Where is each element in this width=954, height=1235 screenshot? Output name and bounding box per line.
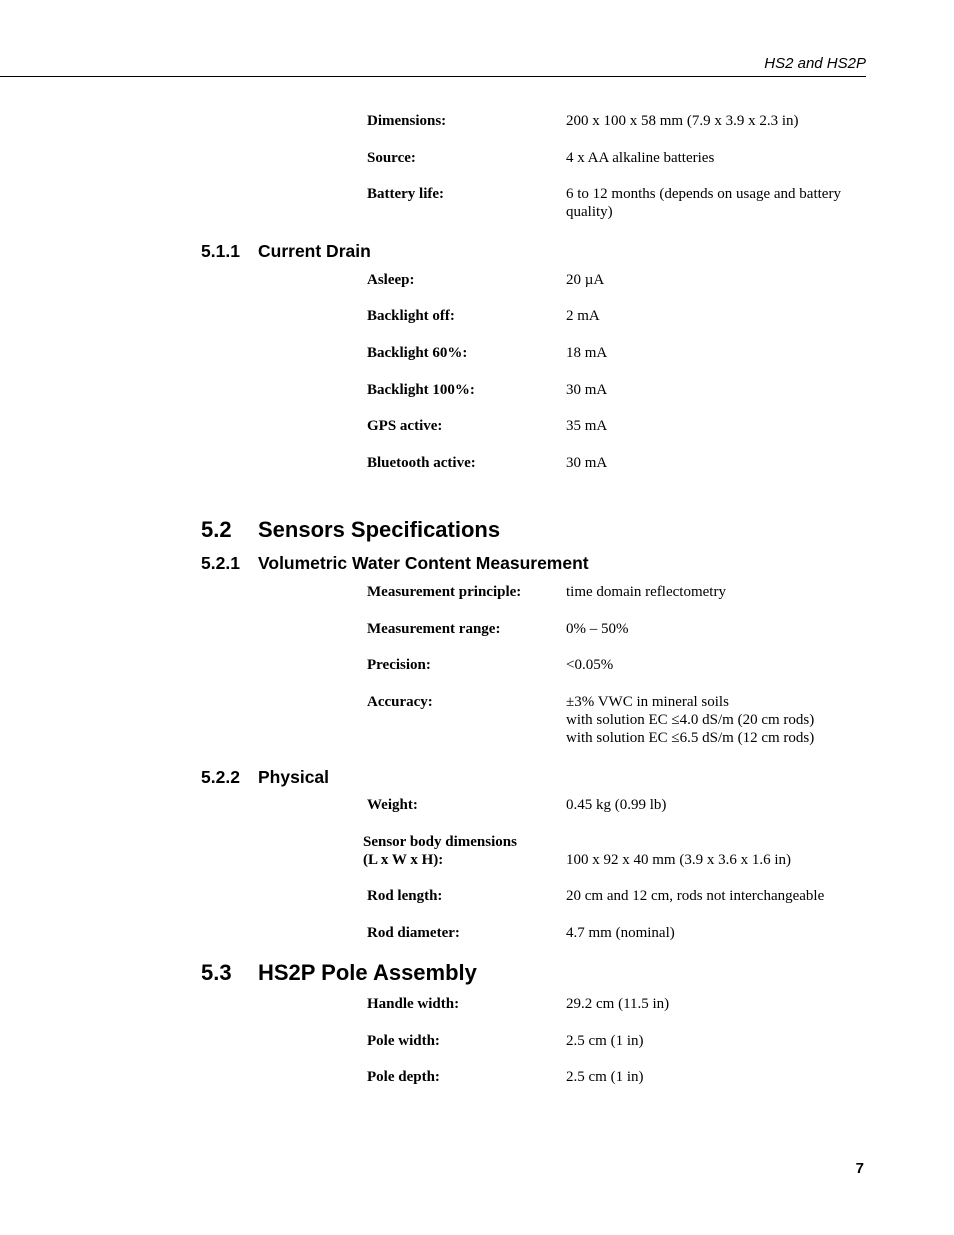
spec-value-precision: <0.05% [566,657,614,673]
running-header: HS2 and HS2P [764,55,866,72]
spec-label-handle-width: Handle width: [367,996,460,1012]
spec-label-battery-life: Battery life: [367,186,445,202]
spec-value-backlight-off: 2 mA [566,308,600,324]
spec-value-dimensions: 200 x 100 x 58 mm (7.9 x 3.9 x 2.3 in) [566,113,799,129]
spec-value-weight: 0.45 kg (0.99 lb) [566,797,667,813]
spec-value-pole-width: 2.5 cm (1 in) [566,1033,644,1049]
spec-value-measurement-range: 0% – 50% [566,621,629,637]
heading-title: Current Drain [258,241,371,261]
heading-number: 5.1.1 [201,241,240,261]
spec-label-asleep: Asleep: [367,272,415,288]
spec-label-pole-width: Pole width: [367,1033,440,1049]
header-rule [0,76,866,77]
spec-value-source: 4 x AA alkaline batteries [566,150,715,166]
spec-value-pole-depth: 2.5 cm (1 in) [566,1069,644,1085]
heading-sensors-specifications [201,517,500,543]
spec-value-accuracy [566,693,866,747]
spec-label-pole-depth: Pole depth: [367,1069,440,1085]
spec-label-rod-length: Rod length: [367,888,443,904]
spec-value-backlight-60: 18 mA [566,345,608,361]
heading-number: 5.2 [201,517,232,542]
heading-title: Sensors Specifications [258,517,501,542]
accuracy-line: ±3% VWC in mineral soils [566,694,729,710]
heading-title: HS2P Pole Assembly [258,960,477,985]
spec-value-rod-diameter: 4.7 mm (nominal) [566,925,675,941]
spec-label-sensor-body-dimensions [363,833,517,869]
accuracy-line: with solution EC ≤6.5 dS/m (12 cm rods) [566,730,815,746]
heading-pole-assembly [201,960,477,986]
heading-title: Physical [258,767,330,787]
spec-value-sensor-body-dimensions: 100 x 92 x 40 mm (3.9 x 3.6 x 1.6 in) [566,852,791,868]
label-line: Sensor body dimensions [363,834,517,850]
heading-physical [201,766,329,788]
heading-number: 5.2.2 [201,767,240,787]
spec-label-backlight-60: Backlight 60%: [367,345,468,361]
spec-label-precision: Precision: [367,657,431,673]
spec-value-gps-active: 35 mA [566,418,608,434]
spec-value-handle-width: 29.2 cm (11.5 in) [566,996,670,1012]
spec-label-measurement-principle: Measurement principle: [367,584,522,600]
heading-vwc-measurement [201,552,589,574]
spec-label-dimensions: Dimensions: [367,113,447,129]
spec-label-backlight-off: Backlight off: [367,308,455,324]
spec-value-rod-length: 20 cm and 12 cm, rods not interchangeable [566,888,825,904]
spec-label-backlight-100: Backlight 100%: [367,382,475,398]
spec-label-source: Source: [367,150,416,166]
heading-number: 5.3 [201,960,232,985]
spec-label-bluetooth-active: Bluetooth active: [367,455,476,471]
spec-label-measurement-range: Measurement range: [367,621,501,637]
heading-number: 5.2.1 [201,553,240,573]
label-line: (L x W x H): [363,852,444,868]
spec-value-bluetooth-active: 30 mA [566,455,608,471]
heading-title: Volumetric Water Content Measurement [258,553,589,573]
spec-value-asleep: 20 µA [566,272,605,288]
spec-label-weight: Weight: [367,797,418,813]
spec-value-backlight-100: 30 mA [566,382,608,398]
spec-value-measurement-principle: time domain reflectometry [566,584,726,600]
spec-label-accuracy: Accuracy: [367,694,433,710]
spec-value-battery-life: 6 to 12 months (depends on usage and battery quality) [566,186,841,220]
page-number: 7 [855,1160,864,1177]
spec-label-gps-active: GPS active: [367,418,443,434]
heading-current-drain [201,240,371,262]
spec-label-rod-diameter: Rod diameter: [367,925,460,941]
accuracy-line: with solution EC ≤4.0 dS/m (20 cm rods) [566,712,815,728]
